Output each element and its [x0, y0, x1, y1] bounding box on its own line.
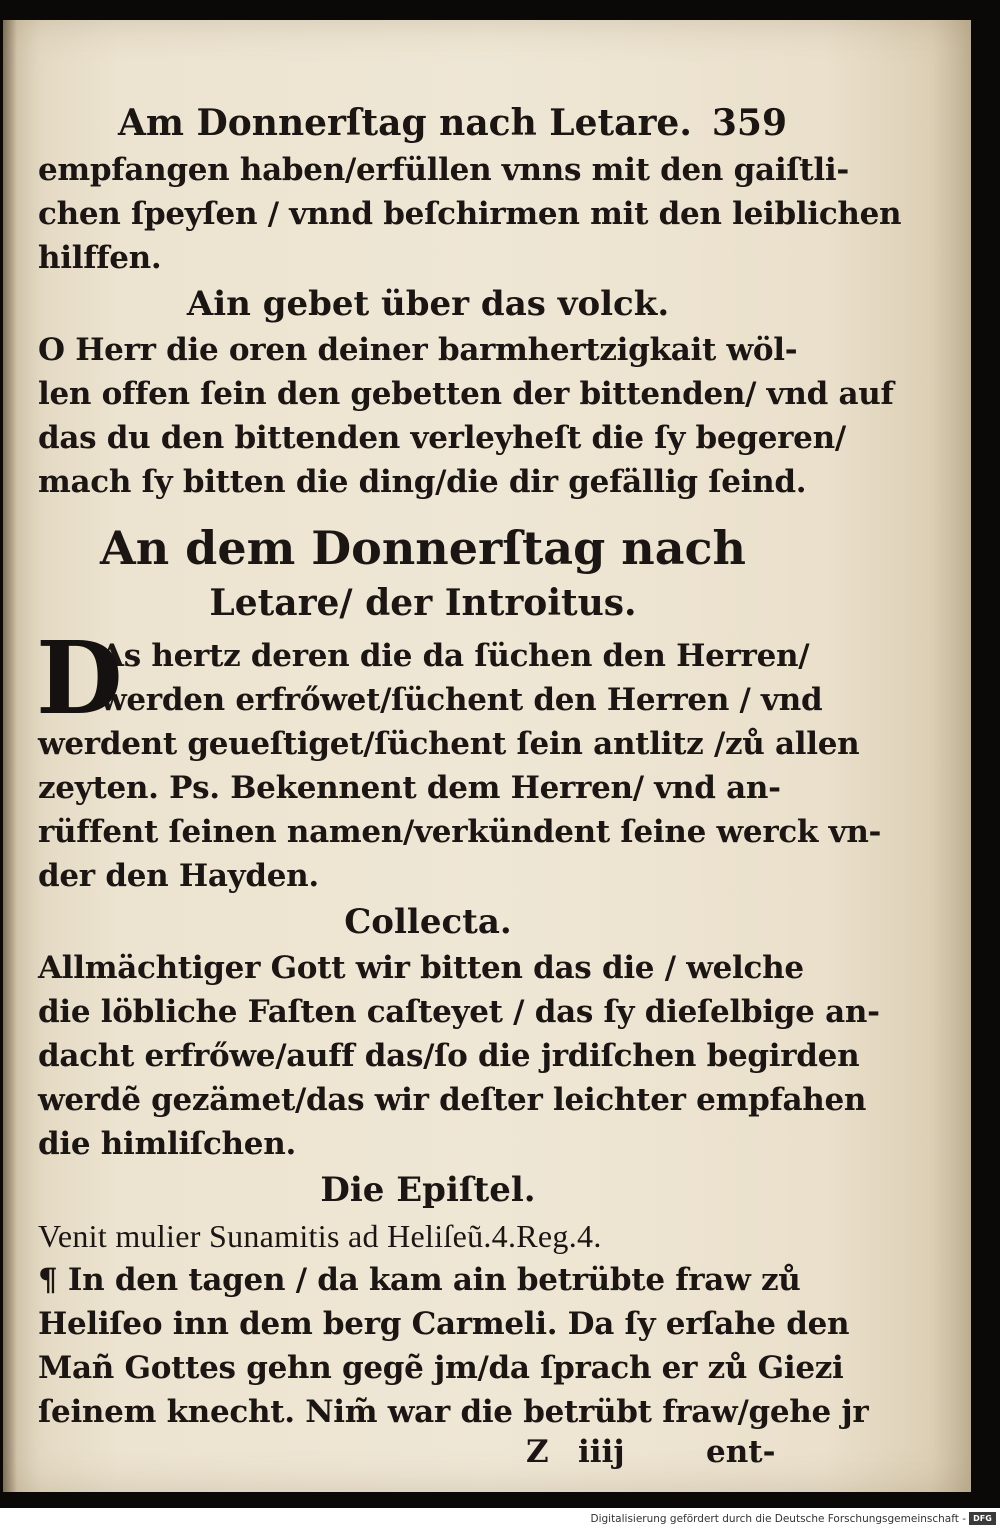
text-line: len offen ſein den gebetten der bittenden/ vnd auf [38, 376, 894, 412]
text-line: der den Hayden. [38, 858, 319, 894]
text-line: zeyten. Ps. Bekennent dem Herren/ vnd an- [38, 770, 781, 806]
text-line: O Herr die oren deiner barmhertzigkait wöl- [38, 332, 798, 368]
paragraph-introit [36, 619, 823, 737]
text-line: das du den bittenden verleyheſt die ſy begeren/ [38, 420, 846, 456]
text-line: Heliſeo inn dem berg Carmeli. Da ſy erſahe den [38, 1306, 850, 1342]
text-line: chen ſpeyſen / vnnd beſchirmen mit den leiblichen [38, 196, 902, 232]
page-number: 359 [711, 102, 788, 144]
drop-cap-initial: D [36, 619, 123, 737]
signature-mark: Z [526, 1434, 549, 1470]
text-line: ¶ In den tagen / da kam ain betrübte fraw zů [38, 1262, 801, 1298]
footer-credit: Digitalisierung gefördert durch die Deutsche Forschungsgemeinschaft - [590, 1513, 966, 1525]
text-line: empfangen haben/erfüllen vnns mit den gaiſtli- [38, 152, 849, 188]
text-line: werdẽ gezämet/das wir deſter leichter empfahen [38, 1082, 867, 1118]
catchline [38, 1434, 778, 1480]
page-gutter-shadow [3, 20, 17, 1492]
running-head [38, 98, 788, 148]
text-line: die himliſchen. [38, 1126, 296, 1162]
paragraph-introit-cont [38, 722, 882, 898]
text-line: rüffent ſeinen namen/verkündent ſeine werck vn- [38, 814, 882, 850]
catchword: ent- [706, 1434, 776, 1470]
main-heading-line2: Letare/ der Introitus. [209, 582, 637, 624]
text-line: die löbliche Faſten caſteyet / das ſy dieſelbige an- [38, 994, 880, 1030]
paragraph-gebet [38, 328, 894, 504]
heading-gebet: Ain gebet über das volck. [186, 284, 670, 324]
text-line: Mañ Gottes gehn gegẽ jm/da ſprach er zů Giezi [38, 1350, 844, 1386]
text-line: Allmächtiger Gott wir bitten das die / welche [38, 950, 804, 986]
paragraph-epistle [38, 1258, 869, 1434]
text-line: As hertz deren die da ſüchen den Herren/ [100, 638, 810, 674]
text-line: werden erfrőwet/ſüchent den Herren / vnd [100, 682, 823, 718]
paragraph-opening [38, 148, 902, 280]
heading-epistel: Die Epiſtel. [320, 1170, 536, 1210]
dfg-logo: DFG [969, 1512, 996, 1525]
main-heading-line1: An dem Donnerſtag nach [100, 521, 746, 575]
text-line: ſeinem knecht. Nim̃ war die betrübt fraw/gehe jr [38, 1394, 869, 1430]
text-line: hilffen. [38, 240, 162, 276]
text-line: mach ſy bitten die ding/die dir gefällig ſeind. [38, 464, 807, 500]
text-line: werdent geueſtiget/ſüchent ſein antlitz /zů allen [38, 726, 860, 762]
latin-reference: Venit mulier Sunamitis ad Heliſeũ.4.Reg.4. [38, 1218, 602, 1254]
running-head-title: Am Donnerſtag nach Letare. [118, 102, 692, 144]
page-text [36, 98, 902, 1480]
footer-bar [0, 1508, 1000, 1530]
signature-number: iiij [578, 1434, 625, 1470]
text-line: dacht erfrőwe/auff das/ſo die jrdiſchen begirden [38, 1038, 860, 1074]
paragraph-collecta [38, 946, 880, 1166]
heading-collecta: Collecta. [344, 902, 512, 942]
